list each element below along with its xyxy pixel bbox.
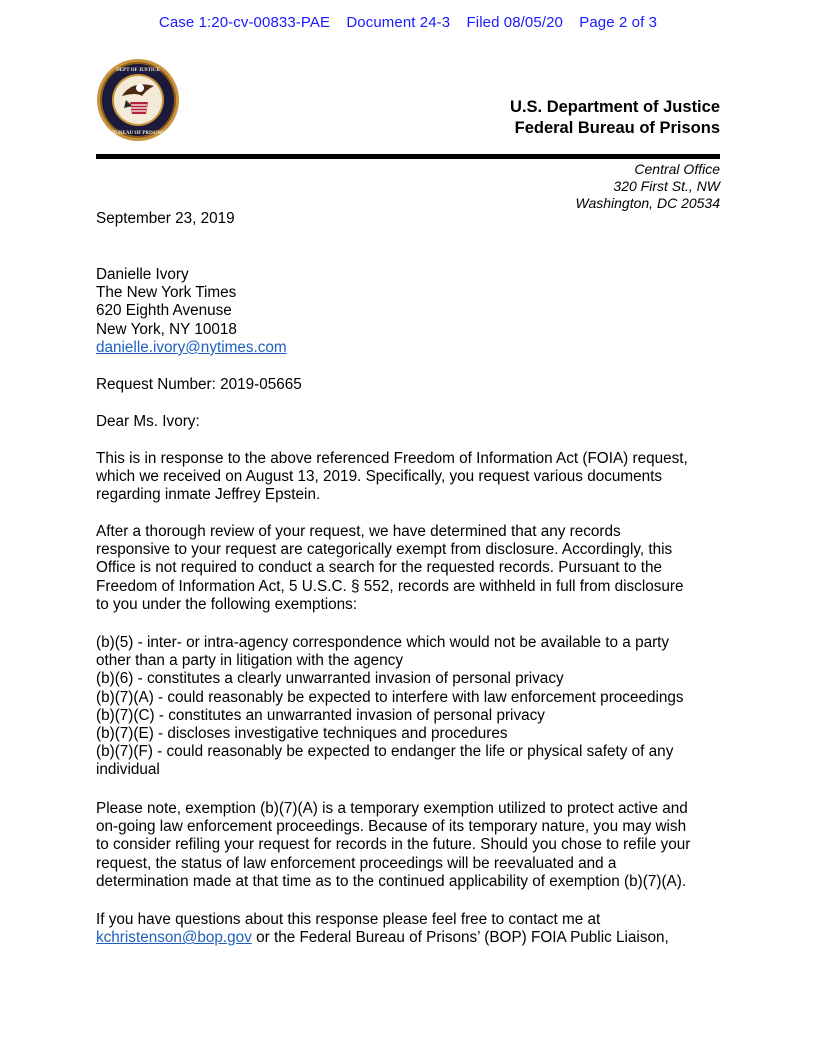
recipient-name: Danielle Ivory: [96, 266, 189, 283]
exemption-item: (b)(7)(C) - constitutes an unwarranted invasion of personal privacy: [96, 706, 545, 724]
office-address: [576, 161, 721, 212]
filed-date: Filed 08/05/20: [466, 14, 563, 31]
exemptions-list: [96, 634, 724, 780]
salutation: Dear Ms. Ivory:: [96, 413, 200, 430]
document-number: Document 24-3: [346, 14, 451, 31]
letter-date: September 23, 2019: [96, 210, 235, 227]
recipient-block: [96, 266, 724, 357]
office-city: Washington, DC 20534: [575, 195, 720, 211]
svg-text:BUREAU OF PRISONS: BUREAU OF PRISONS: [111, 131, 165, 136]
svg-text:DEPT OF JUSTICE: DEPT OF JUSTICE: [116, 68, 160, 73]
exemption-item: other than a party in litigation with the agency: [96, 652, 403, 670]
agency-name: [510, 97, 720, 139]
recipient-street: 620 Eighth Avenuse: [96, 302, 232, 320]
court-filing-stamp: [0, 14, 816, 31]
letterhead-divider: [96, 154, 720, 159]
office-street: 320 First St., NW: [613, 178, 720, 194]
exemption-item: (b)(7)(A) - could reasonably be expected to interfere with law enforcement proceedings: [96, 688, 684, 706]
paragraph-contact: If you have questions about this response please feel free to contact me at kchristenson@bop.gov or the Federal Bureau of Prisons’ (BOP) FOIA Public Liaison,: [96, 911, 669, 947]
exemption-item: (b)(5) - inter- or intra-agency correspondence which would not be available to a party: [96, 634, 670, 651]
doj-bop-seal-icon: [96, 58, 180, 142]
page-number: Page 2 of 3: [579, 14, 658, 31]
agency-line-1: U.S. Department of Justice: [510, 98, 720, 116]
case-number: Case 1:20-cv-00833-PAE: [158, 14, 331, 31]
recipient-organization: The New York Times: [96, 284, 237, 302]
recipient-email-link[interactable]: danielle.ivory@nytimes.com: [96, 338, 287, 356]
exemption-item: (b)(7)(E) - discloses investigative techniques and procedures: [96, 725, 508, 743]
exemption-item: (b)(6) - constitutes a clearly unwarranted invasion of personal privacy: [96, 670, 564, 688]
contact-email-link[interactable]: kchristenson@bop.gov: [96, 929, 252, 947]
recipient-city: New York, NY 10018: [96, 320, 237, 338]
paragraph-intro: This is in response to the above referenced Freedom of Information Act (FOIA) request, which we received on August 13, 2019. Specifically, you request various documents regarding inmate Jeffrey Epstein.: [96, 450, 688, 504]
agency-line-2: Federal Bureau of Prisons: [514, 119, 720, 137]
exemption-item: individual: [96, 761, 160, 779]
request-number: Request Number: 2019-05665: [96, 376, 302, 393]
paragraph-determination: After a thorough review of your request, we have determined that any records responsive to your request are categorically exempt from disclosure. Accordingly, this Office is not required to conduct a search for the requested records. Pursuant to the Freedom of Information Act, 5 U.S.C. § 552, records are withheld in full from disclosure to you under the following exemptions:: [96, 523, 684, 613]
paragraph-temporary-exemption: Please note, exemption (b)(7)(A) is a temporary exemption utilized to protect active and on-going law enforcement proceedings. Because of its temporary nature, you may wish to consider refiling your request for records in the future. Should you chose to refile your request, the status of law enforcement proceedings will be reevaluated and a determination made at that time as to the continued applicability of exemption (b)(7)(A).: [96, 800, 691, 890]
office-name: Central Office: [634, 161, 720, 177]
exemption-item: (b)(7)(F) - could reasonably be expected to endanger the life or physical safety of any: [96, 743, 674, 761]
